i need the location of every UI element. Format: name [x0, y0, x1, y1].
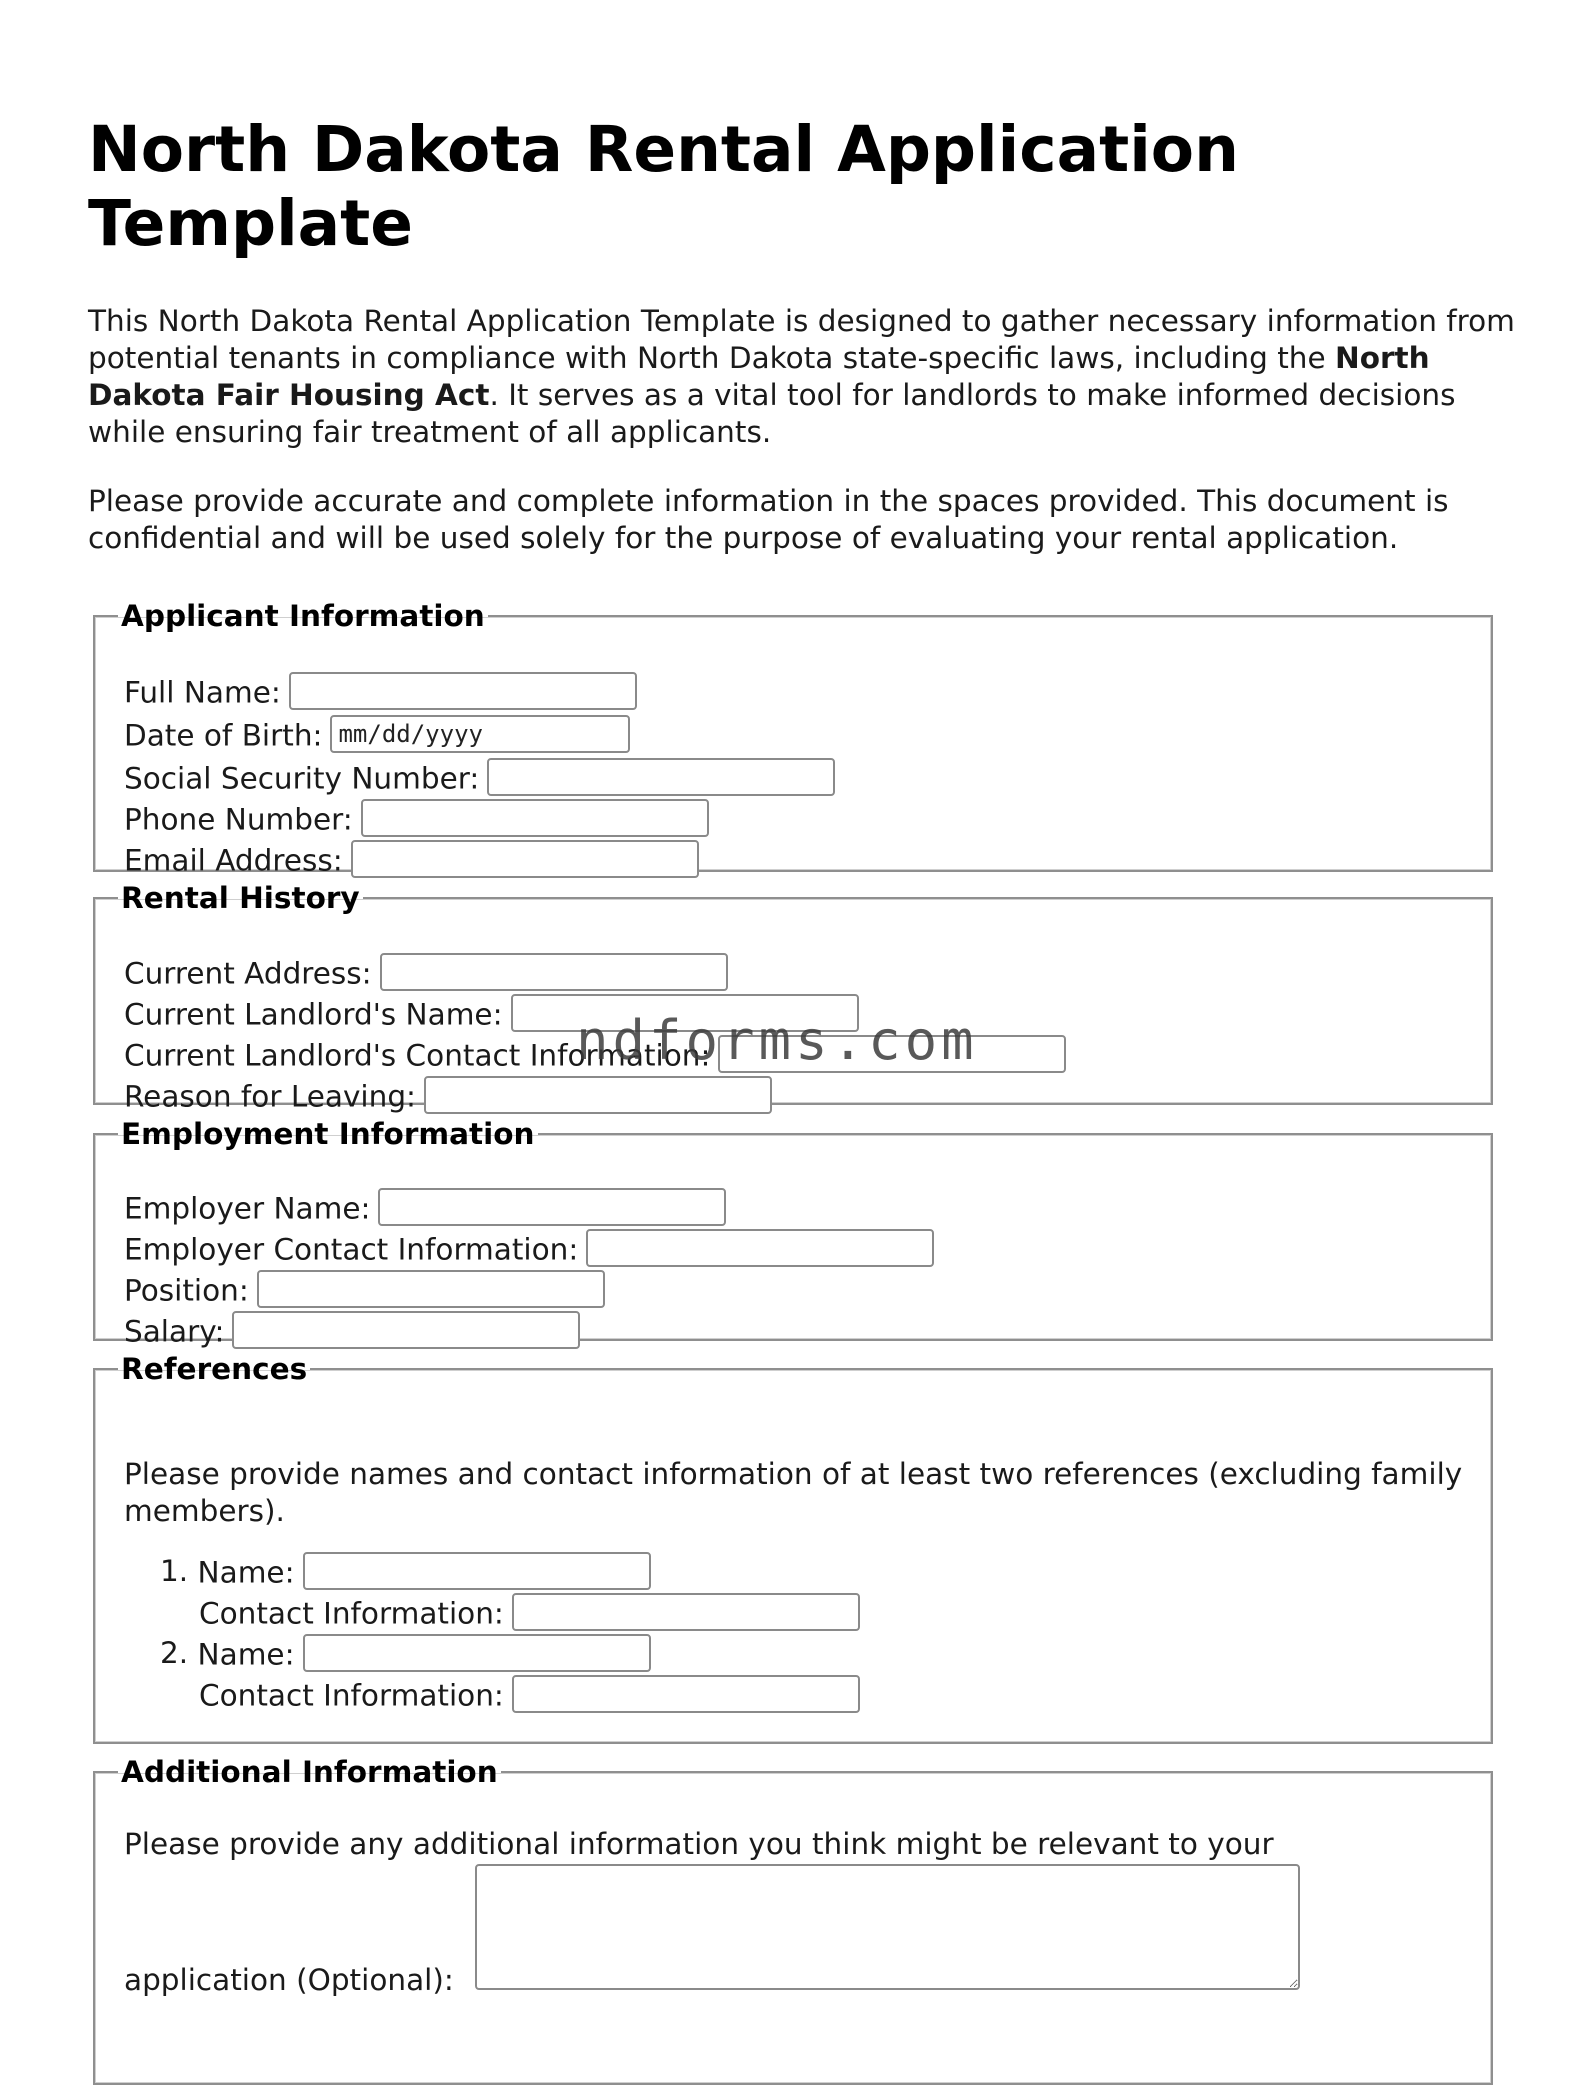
- reference-1-contact-input[interactable]: [512, 1593, 860, 1631]
- salary-row: [124, 1312, 580, 1350]
- dob-row: [124, 716, 630, 754]
- phone-row: [124, 800, 709, 838]
- landlord-name-input[interactable]: [511, 994, 859, 1032]
- applicant-information-section: [93, 599, 1493, 878]
- employer-contact-label: Employer Contact Information:: [124, 1232, 579, 1267]
- references-legend: References: [121, 1352, 308, 1386]
- full-name-row: [124, 673, 637, 711]
- page-title: North Dakota Rental Application Template: [88, 113, 1239, 260]
- current-address-input[interactable]: [380, 953, 728, 991]
- full-name-label: Full Name:: [124, 675, 281, 710]
- confidential-paragraph: Please provide accurate and complete information in the spaces provided. This document is confidential and will be used solely for the purpose of evaluating your rental application.: [88, 484, 1449, 555]
- employer-name-input[interactable]: [378, 1188, 726, 1226]
- reason-leaving-label: Reason for Leaving:: [124, 1079, 416, 1114]
- reference-1-name-input[interactable]: [303, 1552, 651, 1590]
- additional-information-legend: Additional Information: [121, 1755, 498, 1789]
- employer-name-label: Employer Name:: [124, 1191, 371, 1226]
- position-row: [124, 1271, 605, 1309]
- current-address-label: Current Address:: [124, 956, 372, 991]
- additional-information-textarea[interactable]: [475, 1864, 1300, 1990]
- landlord-contact-input[interactable]: [718, 1035, 1066, 1073]
- references-instructions: Please provide names and contact information of at least two references (excluding family members).: [124, 1457, 1463, 1528]
- ssn-input[interactable]: [487, 758, 835, 796]
- dob-label: Date of Birth:: [124, 718, 323, 753]
- position-label: Position:: [124, 1273, 249, 1308]
- reference-2-contact-label: Contact Information:: [199, 1678, 504, 1713]
- employment-information-section: [93, 1117, 1493, 1349]
- phone-input[interactable]: [361, 799, 709, 837]
- employer-name-row: [124, 1189, 726, 1227]
- landlord-name-row: [124, 995, 859, 1033]
- email-input[interactable]: [351, 840, 699, 878]
- reference-2-number: 2.: [160, 1636, 189, 1670]
- intro-text-b: . It serves as a vital tool for landlords to make informed decisions while ensuring fair treatment of all applicants.: [88, 378, 1456, 449]
- reference-1-name-label: Name:: [197, 1555, 295, 1590]
- rental-history-section: [93, 881, 1493, 1114]
- reason-leaving-input[interactable]: [424, 1076, 772, 1114]
- reason-leaving-row: [124, 1077, 772, 1115]
- applicant-information-legend: Applicant Information: [121, 599, 485, 633]
- ssn-label: Social Security Number:: [124, 761, 480, 796]
- reference-2-name-row: [160, 1635, 651, 1673]
- additional-prompt-line1: Please provide any additional information you think might be relevant to your: [124, 1827, 1274, 1861]
- salary-label: Salary:: [124, 1314, 225, 1349]
- email-row: [124, 841, 699, 879]
- position-input[interactable]: [257, 1270, 605, 1308]
- employment-information-legend: Employment Information: [121, 1117, 535, 1151]
- reference-2-contact-row: [199, 1676, 860, 1714]
- email-label: Email Address:: [124, 843, 343, 878]
- fair-housing-act: North Dakota Fair Housing Act: [88, 341, 1430, 412]
- phone-label: Phone Number:: [124, 802, 353, 837]
- additional-prompt-line2: application (Optional):: [124, 1963, 454, 1997]
- ssn-row: [124, 759, 835, 797]
- reference-2-name-input[interactable]: [303, 1634, 651, 1672]
- reference-1-contact-row: [199, 1594, 860, 1632]
- full-name-input[interactable]: [289, 672, 637, 710]
- intro-text-a: This North Dakota Rental Application Template is designed to gather necessary information from potential tenants in compliance with North Dakota state-specific laws, including the: [88, 304, 1515, 375]
- reference-2-contact-input[interactable]: [512, 1675, 860, 1713]
- reference-1-name-row: [160, 1553, 651, 1591]
- reference-1-number: 1.: [160, 1554, 189, 1588]
- landlord-contact-row: [124, 1036, 1066, 1074]
- reference-1-contact-label: Contact Information:: [199, 1596, 504, 1631]
- landlord-contact-label: Current Landlord's Contact Information:: [124, 1038, 711, 1073]
- employer-contact-input[interactable]: [586, 1229, 934, 1267]
- reference-2-name-label: Name:: [197, 1637, 295, 1672]
- site-watermark: ndforms.com: [576, 1009, 978, 1072]
- rental-history-legend: Rental History: [121, 881, 360, 915]
- employer-contact-row: [124, 1230, 934, 1268]
- intro-paragraph: [88, 303, 1518, 451]
- dob-input[interactable]: mm/dd/yyyy: [330, 715, 630, 753]
- salary-input[interactable]: [232, 1311, 580, 1349]
- references-section: [93, 1352, 1493, 1744]
- current-address-row: [124, 954, 728, 992]
- additional-information-section: [93, 1755, 1493, 2085]
- landlord-name-label: Current Landlord's Name:: [124, 997, 503, 1032]
